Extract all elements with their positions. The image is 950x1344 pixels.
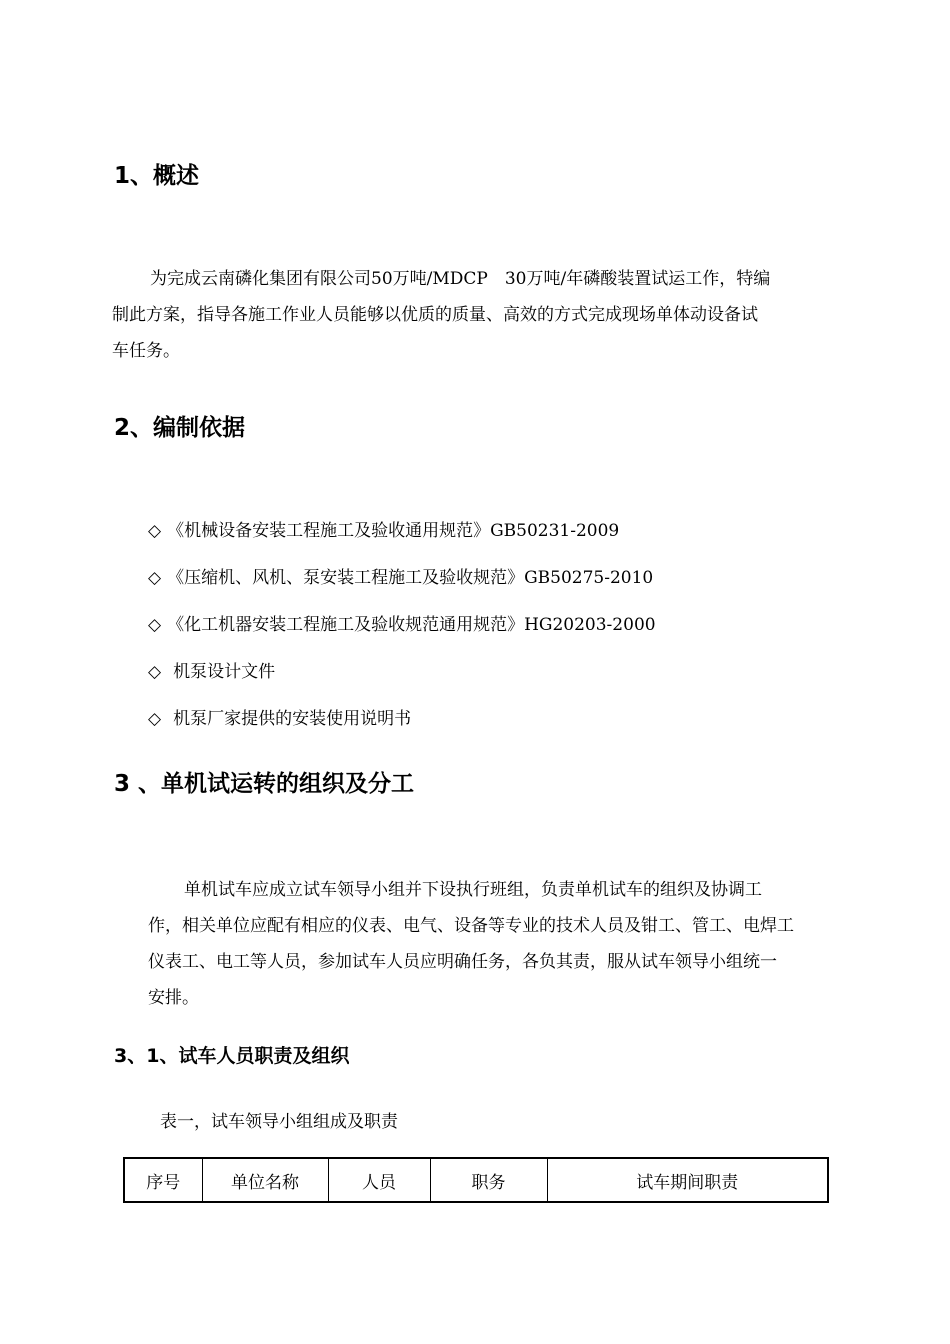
organization-line-4: 安排。	[148, 988, 199, 1008]
diamond-bullet-icon: ◇	[148, 615, 162, 635]
organization-line-3: 仪表工、电工等人员，参加试车人员应明确任务，各负其责，服从试车领导小组统一	[148, 952, 777, 972]
table-header-cell: 序号	[124, 1158, 202, 1202]
organization-line-1: 单机试车应成立试车领导小组并下设执行班组，负责单机试车的组织及协调工	[184, 880, 762, 900]
overview-paragraph	[112, 261, 838, 369]
organization-line-2: 作，相关单位应配有相应的仪表、电气、设备等专业的技术人员及钳工、管工、电焊工	[148, 916, 794, 936]
diamond-bullet-icon: ◇	[148, 568, 162, 588]
reference-item	[148, 613, 656, 637]
reference-item	[148, 566, 653, 590]
reference-text: 《压缩机、风机、泵安装工程施工及验收规范》GB50275-2010	[167, 568, 654, 588]
heading-organization: 3 、单机试运转的组织及分工	[114, 771, 415, 797]
diamond-bullet-icon: ◇	[148, 662, 162, 682]
table-header-cell: 职务	[430, 1158, 547, 1202]
reference-item	[148, 660, 275, 684]
table-caption: 表一，试车领导小组组成及职责	[160, 1112, 398, 1132]
reference-text: 《机械设备安装工程施工及验收通用规范》GB50231-2009	[167, 521, 620, 541]
diamond-bullet-icon: ◇	[148, 521, 162, 541]
table-header-cell: 单位名称	[202, 1158, 328, 1202]
organization-paragraph	[112, 872, 838, 1016]
overview-line-2: 制此方案，指导各施工作业人员能够以优质的质量、高效的方式完成现场单体动设备试	[112, 305, 758, 325]
reference-text: 机泵设计文件	[173, 662, 276, 682]
reference-item	[148, 707, 411, 731]
heading-personnel-duties: 3、1、试车人员职责及组织	[114, 1045, 350, 1067]
duties-table	[123, 1157, 829, 1203]
overview-line-1: 为完成云南磷化集团有限公司50万吨/MDCP 30万吨/年磷酸装置试运工作，特编	[150, 269, 771, 289]
table-header-cell: 试车期间职责	[547, 1158, 828, 1202]
table-header-row	[124, 1158, 828, 1202]
heading-overview: 1、概述	[114, 163, 200, 189]
reference-item	[148, 519, 619, 543]
table-header-cell: 人员	[328, 1158, 430, 1202]
reference-text: 《化工机器安装工程施工及验收规范通用规范》HG20203-2000	[167, 615, 656, 635]
overview-line-3: 车任务。	[112, 341, 180, 361]
diamond-bullet-icon: ◇	[148, 709, 162, 729]
reference-text: 机泵厂家提供的安装使用说明书	[173, 709, 412, 729]
heading-basis: 2、编制依据	[114, 415, 246, 441]
